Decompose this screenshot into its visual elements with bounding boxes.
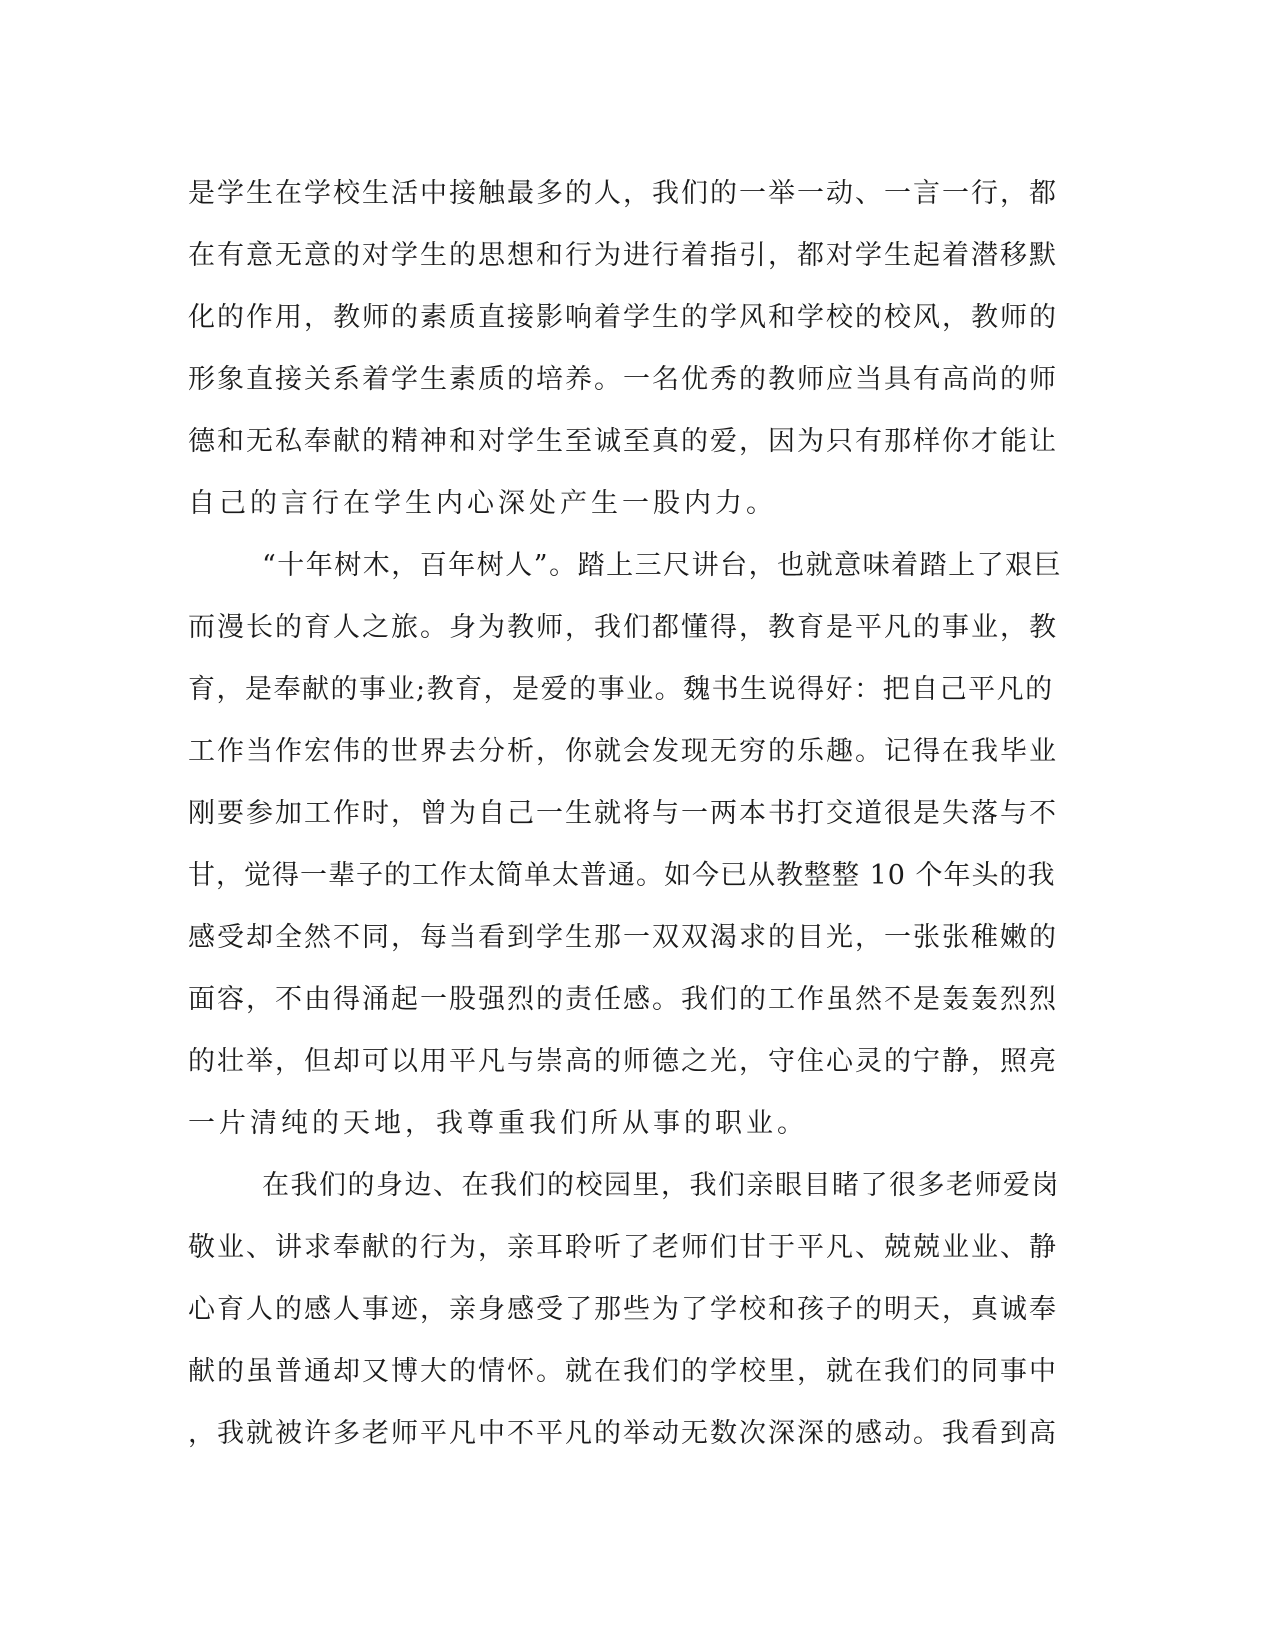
text-line: 的壮举，但却可以用平凡与崇高的师德之光，守住心灵的宁静，照亮 — [188, 1046, 1058, 1077]
body-text — [188, 163, 1068, 1465]
text-line: 育，是奉献的事业;教育，是爱的事业。魏书生说得好：把自己平凡的 — [188, 674, 1054, 705]
text-line: 一片清纯的天地，我尊重我们所从事的职业。 — [188, 1108, 808, 1139]
text-line: 工作当作宏伟的世界去分析，你就会发现无穷的乐趣。记得在我毕业 — [188, 736, 1058, 767]
text-line: 刚要参加工作时，曾为自己一生就将与一两本书打交道很是失落与不 — [188, 798, 1058, 829]
text-line: ，我就被许多老师平凡中不平凡的举动无数次深深的感动。我看到高 — [188, 1418, 1058, 1449]
text-line: 敬业、讲求奉献的行为，亲耳聆听了老师们甘于平凡、兢兢业业、静 — [188, 1232, 1058, 1263]
text-line: 德和无私奉献的精神和对学生至诚至真的爱，因为只有那样你才能让 — [188, 426, 1058, 457]
text-line: 形象直接关系着学生素质的培养。一名优秀的教师应当具有高尚的师 — [188, 364, 1058, 395]
text-line: 是学生在学校生活中接触最多的人，我们的一举一动、一言一行，都 — [188, 178, 1058, 209]
text-line: 面容，不由得涌起一股强烈的责任感。我们的工作虽然不是轰轰烈烈 — [188, 984, 1058, 1015]
text-line: 化的作用，教师的素质直接影响着学生的学风和学校的校风，教师的 — [188, 302, 1058, 333]
text-line: 在有意无意的对学生的思想和行为进行着指引，都对学生起着潜移默 — [188, 240, 1058, 271]
text-line: 自己的言行在学生内心深处产生一股内力。 — [188, 488, 777, 519]
text-line: 感受却全然不同，每当看到学生那一双双渴求的目光，一张张稚嫩的 — [188, 922, 1058, 953]
text-line: 而漫长的育人之旅。身为教师，我们都懂得，教育是平凡的事业，教 — [188, 612, 1058, 643]
text-line: 献的虽普通却又博大的情怀。就在我们的学校里，就在我们的同事中 — [188, 1356, 1058, 1387]
text-line: 甘，觉得一辈子的工作太简单太普通。如今已从教整整 10 个年头的我 — [188, 860, 1056, 891]
paragraph-start-line: 在我们的身边、在我们的校园里，我们亲眼目睹了很多老师爱岗 — [262, 1170, 1060, 1201]
paragraph-start-line: “十年树木，百年树人”。踏上三尺讲台，也就意味着踏上了艰巨 — [262, 550, 1063, 581]
text-line: 心育人的感人事迹，亲身感受了那些为了学校和孩子的明天，真诚奉 — [188, 1294, 1058, 1325]
